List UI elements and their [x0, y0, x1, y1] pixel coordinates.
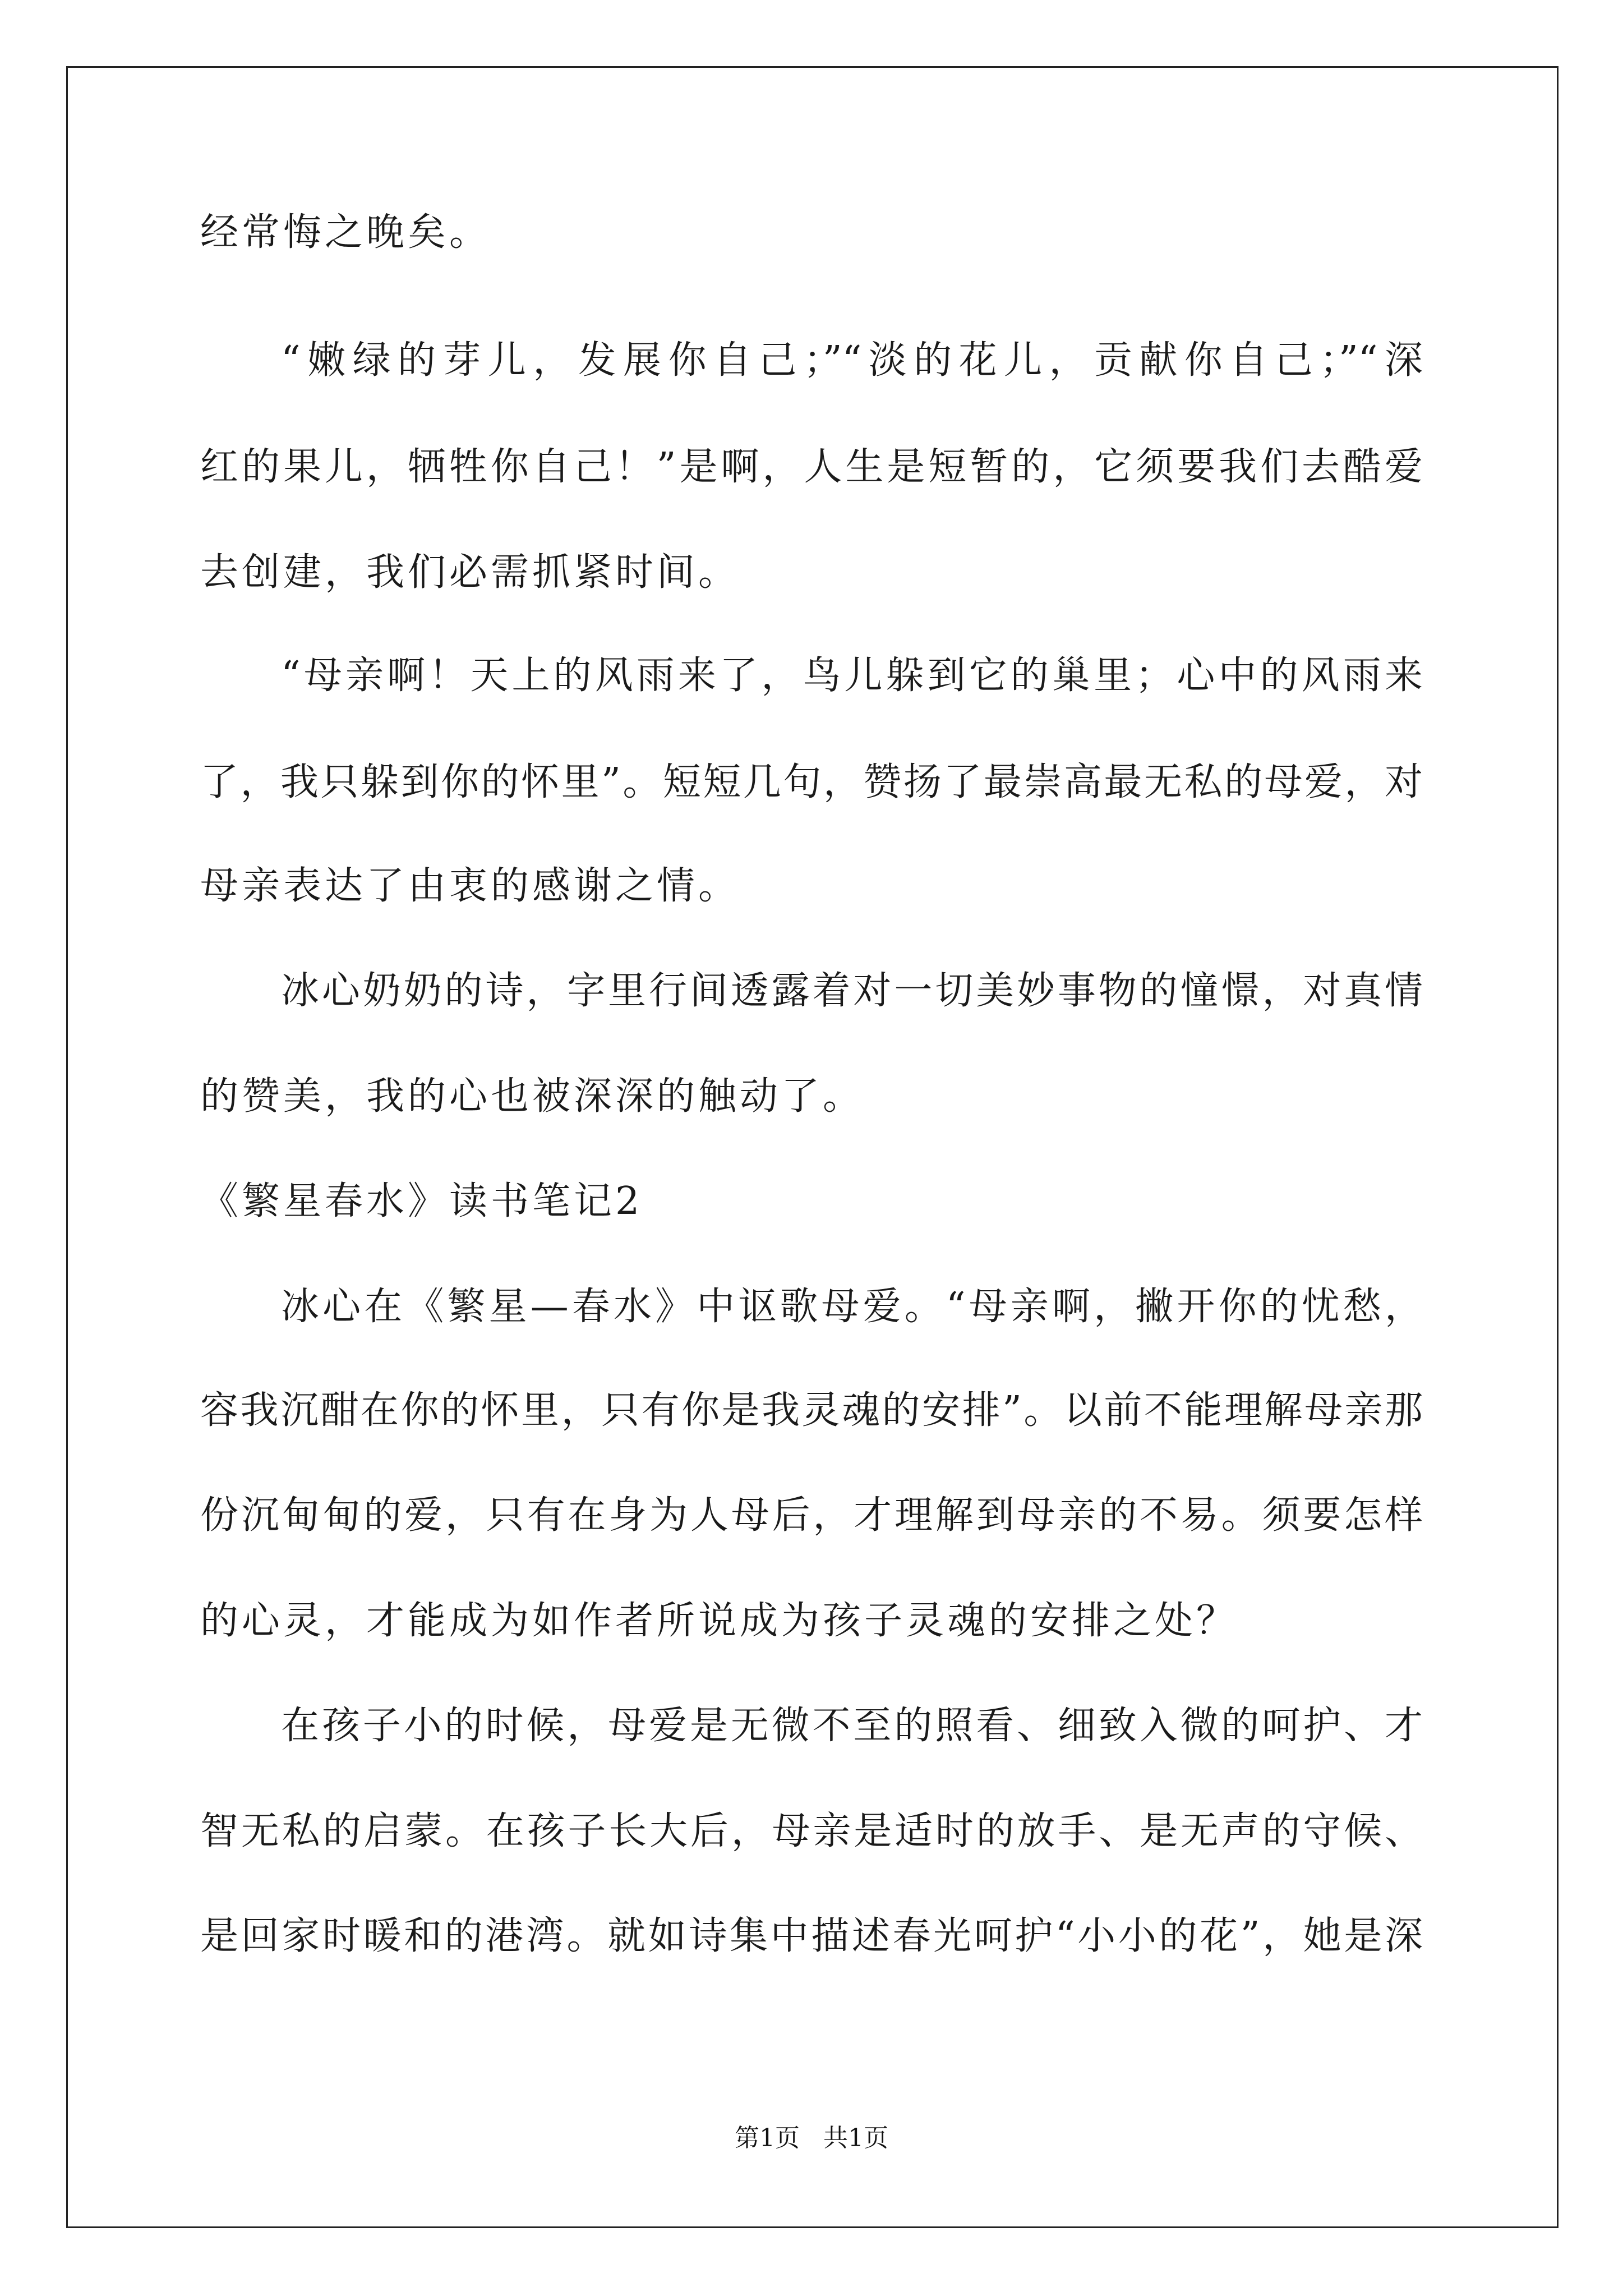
text-line-16: 智无私的启蒙。在孩子长大后，母亲是适时的放手、是无声的守候、 [200, 1809, 1423, 1853]
text-line-7: 母亲表达了由衷的感谢之情。 [200, 864, 740, 908]
text-line-13: 份沉甸甸的爱，只有在身为人母后，才理解到母亲的不易。须要怎样 [200, 1493, 1423, 1538]
text-line-3: 红的果儿，牺牲你自己！”是啊，人生是短暂的，它须要我们去酷爱 [200, 445, 1423, 489]
text-line-17: 是回家时暖和的港湾。就如诗集中描述春光呵护“小小的花”，她是深 [200, 1914, 1423, 1958]
text-line-4: 去创建，我们必需抓紧时间。 [200, 550, 740, 595]
text-line-9: 的赞美，我的心也被深深的触动了。 [200, 1074, 865, 1119]
text-line-14: 的心灵，才能成为如作者所说成为孩子灵魂的安排之处？ [200, 1599, 1238, 1643]
section-heading: 《繁星春水》读书笔记2 [200, 1179, 643, 1223]
page-border [66, 66, 1559, 2228]
text-line-8: 冰心奶奶的诗，字里行间透露着对一切美妙事物的憧憬，对真情 [281, 969, 1423, 1013]
text-line-6: 了，我只躲到你的怀里”。短短几句，赞扬了最崇高最无私的母爱，对 [200, 760, 1423, 804]
text-line-1: 经常悔之晚矣。 [200, 210, 491, 255]
page-footer: 第1页 共1页 [735, 2124, 888, 2152]
text-line-15: 在孩子小的时候，母爱是无微不至的照看、细致入微的呵护、才 [281, 1704, 1423, 1748]
text-line-12: 容我沉酣在你的怀里，只有你是我灵魂的安排”。以前不能理解母亲那 [200, 1388, 1423, 1433]
text-line-2: “嫩绿的芽儿，发展你自己；”“淡的花儿，贡献你自己；”“深 [281, 338, 1423, 383]
text-line-11: 冰心在《繁星—春水》中讴歌母爱。“母亲啊，撇开你的忧愁， [281, 1285, 1423, 1329]
text-line-5: “母亲啊！天上的风雨来了，鸟儿躲到它的巢里；心中的风雨来 [281, 654, 1423, 698]
